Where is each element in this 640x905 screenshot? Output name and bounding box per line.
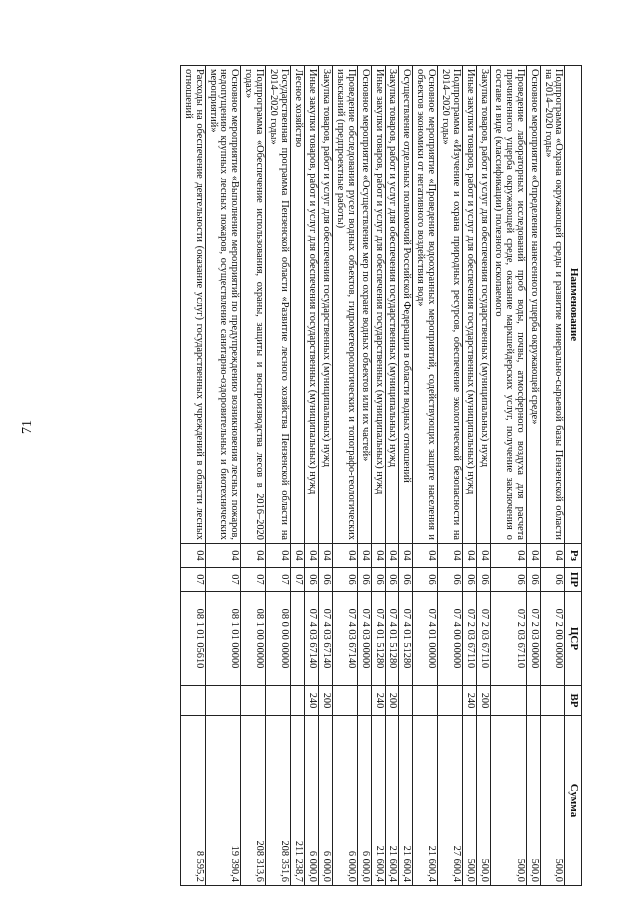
- cell-vr: 240: [305, 686, 319, 716]
- cell-csr: 08 0 00 00000: [266, 592, 291, 686]
- cell-name: Осуществление отдельных полномочий Российской Федерации в области водных отношений: [399, 66, 413, 544]
- table-row: [438, 66, 463, 886]
- cell-vr: 200: [385, 686, 399, 716]
- cell-csr: [291, 592, 305, 686]
- cell-pr: 06: [438, 568, 463, 592]
- cell-csr: 07 2 03 00000: [526, 592, 540, 686]
- cell-pr: 06: [463, 568, 477, 592]
- cell-name: Подпрограмма «Охрана окружающей среды и развитие минерально-сырьевой базы Пензенской области на 2014–2020 годы»: [540, 66, 565, 544]
- cell-rz: 04: [540, 544, 565, 568]
- cell-csr: 07 4 03 67140: [318, 592, 332, 686]
- cell-name: Иные закупки товаров, работ и услуг для обеспечения государственных (муниципальных) нужд: [371, 66, 385, 544]
- cell-pr: 06: [318, 568, 332, 592]
- table-row: [463, 66, 477, 886]
- cell-name: Закупка товаров, работ и услуг для обеспечения государственных (муниципальных) нужд: [318, 66, 332, 544]
- cell-vr: [266, 686, 291, 716]
- cell-name: Закупка товаров, работ и услуг для обеспечения государственных (муниципальных) нужд: [477, 66, 491, 544]
- cell-sum: 6 000,0: [318, 716, 332, 886]
- cell-vr: [357, 686, 371, 716]
- cell-sum: 500,0: [540, 716, 565, 886]
- cell-name: Проведение обследования русел водных объектов, гидрометеорологических и топографо-геологических изысканий (предпроектные работы): [332, 66, 357, 544]
- cell-sum: 19 390,4: [205, 716, 241, 886]
- table-row: [526, 66, 540, 886]
- header-pr: ПР: [565, 568, 582, 592]
- cell-csr: 08 1 00 00000: [241, 592, 266, 686]
- cell-rz: 04: [399, 544, 413, 568]
- table-row: [241, 66, 266, 886]
- cell-rz: 04: [385, 544, 399, 568]
- cell-csr: 07 4 01 51280: [399, 592, 413, 686]
- cell-pr: 07: [180, 568, 205, 592]
- cell-csr: 07 2 03 67110: [477, 592, 491, 686]
- cell-sum: 500,0: [490, 716, 526, 886]
- cell-vr: [180, 686, 205, 716]
- cell-sum: 21 600,4: [399, 716, 413, 886]
- cell-pr: 07: [205, 568, 241, 592]
- cell-sum: 21 600,4: [385, 716, 399, 886]
- cell-vr: 240: [371, 686, 385, 716]
- budget-table-rotated: [67, 65, 582, 885]
- cell-csr: 07 2 00 00000: [540, 592, 565, 686]
- cell-sum: 21 600,4: [413, 716, 438, 886]
- cell-vr: [438, 686, 463, 716]
- page-number: 71: [20, 420, 35, 434]
- cell-vr: [526, 686, 540, 716]
- cell-csr: 07 4 03 67140: [305, 592, 319, 686]
- cell-name: Основное мероприятие «Осуществление мер по охране водных объектов или их частей»: [357, 66, 371, 544]
- table-row: [266, 66, 291, 886]
- cell-sum: 500,0: [526, 716, 540, 886]
- table-row: [413, 66, 438, 886]
- cell-name: Закупка товаров, работ и услуг для обеспечения государственных (муниципальных) нужд: [385, 66, 399, 544]
- cell-vr: 200: [318, 686, 332, 716]
- cell-rz: 04: [241, 544, 266, 568]
- cell-rz: 04: [371, 544, 385, 568]
- cell-rz: 04: [318, 544, 332, 568]
- cell-sum: 6 000,0: [332, 716, 357, 886]
- cell-vr: [332, 686, 357, 716]
- cell-pr: 06: [399, 568, 413, 592]
- cell-name: Проведение лабораторных исследований проб воды, почвы, атмосферного воздуха для расчета причиненного ущерба окружающей среде, оказание маркшейдерских услуг, получение заключения о составе и виде (классификации) полезного ископаемого: [490, 66, 526, 544]
- cell-sum: 211 238,7: [291, 716, 305, 886]
- cell-pr: 06: [490, 568, 526, 592]
- cell-pr: 06: [371, 568, 385, 592]
- table-row: [180, 66, 205, 886]
- cell-csr: 07 2 03 67110: [463, 592, 477, 686]
- cell-csr: 07 4 00 00000: [438, 592, 463, 686]
- cell-sum: 500,0: [463, 716, 477, 886]
- cell-vr: [399, 686, 413, 716]
- cell-rz: 04: [438, 544, 463, 568]
- cell-name: Подпрограмма «Изучение и охрана природных ресурсов, обеспечение экологической безопасности на 2014–2020 годы»: [438, 66, 463, 544]
- cell-csr: 07 4 01 51280: [371, 592, 385, 686]
- table-row: [371, 66, 385, 886]
- cell-rz: 04: [180, 544, 205, 568]
- cell-csr: 07 2 03 67110: [490, 592, 526, 686]
- table-row: [385, 66, 399, 886]
- cell-sum: 6 000,0: [357, 716, 371, 886]
- header-rz: Рз: [565, 544, 582, 568]
- cell-pr: 06: [477, 568, 491, 592]
- cell-rz: 04: [291, 544, 305, 568]
- cell-csr: 08 1 01 05610: [180, 592, 205, 686]
- table-row: [540, 66, 565, 886]
- cell-name: Основное мероприятие «Выполнение мероприятий по предупреждению возникновения лесных пожаров, недопущению крупных лесных пожаров, осуществление санитарно-оздоровительных и биотехнических мероприятий»: [205, 66, 241, 544]
- cell-sum: 208 313,6: [241, 716, 266, 886]
- cell-name: Иные закупки товаров, работ и услуг для обеспечения государственных (муниципальных) нужд: [463, 66, 477, 544]
- table-row: [477, 66, 491, 886]
- cell-name: Иные закупки товаров, работ и услуг для обеспечения государственных (муниципальных) нужд: [305, 66, 319, 544]
- cell-pr: 06: [526, 568, 540, 592]
- cell-vr: [413, 686, 438, 716]
- cell-name: Государственная программа Пензенской области «Развитие лесного хозяйства Пензенской области на 2014–2020 годы»: [266, 66, 291, 544]
- cell-sum: 21 600,4: [371, 716, 385, 886]
- cell-name: Основное мероприятие «Определение нанесенного ущерба окружающей среде»: [526, 66, 540, 544]
- cell-pr: 06: [385, 568, 399, 592]
- cell-rz: 04: [332, 544, 357, 568]
- cell-pr: 06: [305, 568, 319, 592]
- header-vr: ВР: [565, 686, 582, 716]
- cell-name: Подпрограмма «Обеспечение использования, охраны, защиты и воспроизводства лесов в 2016–2020 годах»: [241, 66, 266, 544]
- table-row: [357, 66, 371, 886]
- cell-vr: [540, 686, 565, 716]
- table-row: [305, 66, 319, 886]
- cell-rz: 04: [413, 544, 438, 568]
- cell-sum: 6 000,0: [305, 716, 319, 886]
- cell-vr: 240: [463, 686, 477, 716]
- cell-pr: 07: [291, 568, 305, 592]
- cell-csr: 07 4 01 51280: [385, 592, 399, 686]
- cell-vr: [291, 686, 305, 716]
- cell-vr: 200: [477, 686, 491, 716]
- cell-pr: 06: [413, 568, 438, 592]
- table-body: [180, 66, 565, 886]
- cell-csr: 07 4 03 67140: [332, 592, 357, 686]
- cell-rz: 04: [490, 544, 526, 568]
- cell-csr: 07 4 01 00000: [413, 592, 438, 686]
- table-header-row: [565, 66, 582, 886]
- cell-rz: 04: [205, 544, 241, 568]
- cell-pr: 07: [266, 568, 291, 592]
- cell-sum: 8 595,2: [180, 716, 205, 886]
- table-row: [332, 66, 357, 886]
- cell-pr: 06: [357, 568, 371, 592]
- cell-sum: 208 351,6: [266, 716, 291, 886]
- header-name: Наименование: [565, 66, 582, 544]
- cell-vr: [241, 686, 266, 716]
- table-row: [291, 66, 305, 886]
- table-row: [490, 66, 526, 886]
- cell-rz: 04: [357, 544, 371, 568]
- cell-csr: 07 4 03 00000: [357, 592, 371, 686]
- cell-rz: 04: [463, 544, 477, 568]
- table-row: [318, 66, 332, 886]
- cell-vr: [205, 686, 241, 716]
- cell-pr: 07: [241, 568, 266, 592]
- cell-name: Основное мероприятие «Проведение водоохранных мероприятий, содействующих защите населения и объектов экономики от негативного воздействия вод»: [413, 66, 438, 544]
- cell-sum: 500,0: [477, 716, 491, 886]
- cell-name: Лесное хозяйство: [291, 66, 305, 544]
- cell-csr: 08 1 01 00000: [205, 592, 241, 686]
- header-sum: Сумма: [565, 716, 582, 886]
- budget-table: [180, 65, 582, 886]
- table-row: [205, 66, 241, 886]
- cell-rz: 04: [266, 544, 291, 568]
- cell-pr: 06: [332, 568, 357, 592]
- cell-rz: 04: [526, 544, 540, 568]
- header-csr: ЦСР: [565, 592, 582, 686]
- cell-sum: 27 600,4: [438, 716, 463, 886]
- cell-rz: 04: [305, 544, 319, 568]
- cell-vr: [490, 686, 526, 716]
- cell-rz: 04: [477, 544, 491, 568]
- table-row: [399, 66, 413, 886]
- cell-name: Расходы на обеспечение деятельности (оказание услуг) государственных учреждений в области лесных отношений: [180, 66, 205, 544]
- cell-pr: 06: [540, 568, 565, 592]
